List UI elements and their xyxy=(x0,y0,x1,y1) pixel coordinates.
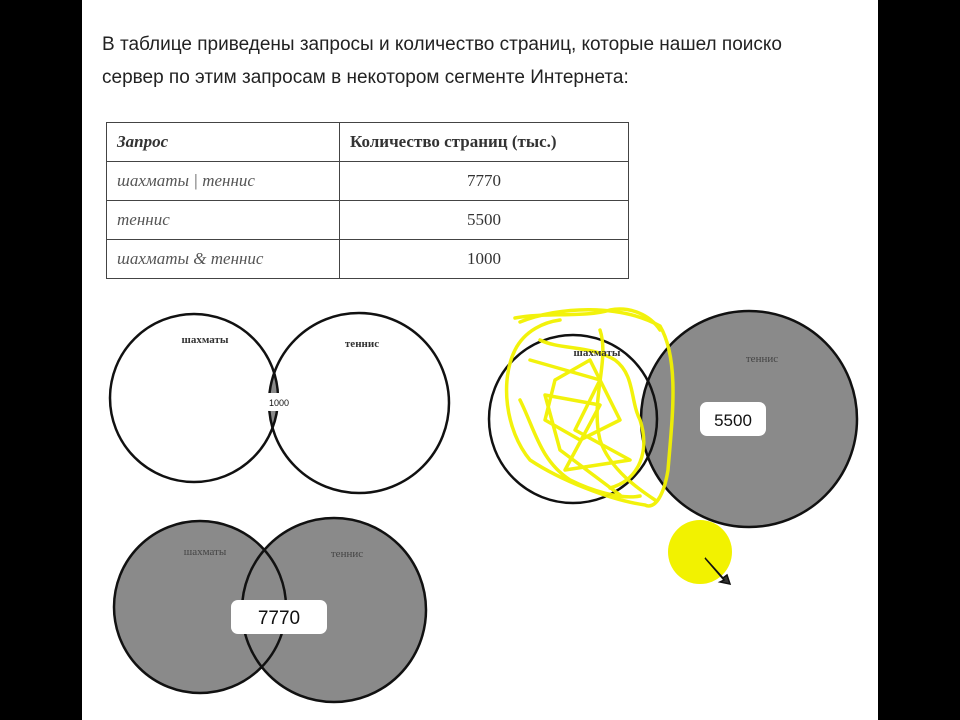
header-query: Запрос xyxy=(107,123,340,162)
row-query: шахматы & теннис xyxy=(107,240,340,279)
chess-label: шахматы xyxy=(183,546,227,558)
value-text: 1000 xyxy=(268,398,290,408)
chess-label: шахматы xyxy=(181,334,229,346)
tennis-label: теннис xyxy=(344,338,380,350)
row-count: 7770 xyxy=(340,162,629,201)
value-text: 5500 xyxy=(714,411,752,430)
row-query: теннис xyxy=(107,201,340,240)
row-query: шахматы | теннис xyxy=(107,162,340,201)
venn-tennis xyxy=(489,309,857,584)
intro-line-1: В таблице приведены запросы и количество страниц, которые нашел поиско xyxy=(102,34,782,55)
cursor-highlight xyxy=(668,520,732,584)
header-count: Количество страниц (тыс.) xyxy=(340,123,629,162)
venn-union xyxy=(114,518,426,702)
venn-intersection xyxy=(110,313,449,493)
row-count: 1000 xyxy=(340,240,629,279)
value-text: 7770 xyxy=(257,608,301,629)
tennis-label: теннис xyxy=(745,353,779,365)
row-count: 5500 xyxy=(340,201,629,240)
intro-line-2: сервер по этим запросам в некотором сегменте Интернета: xyxy=(102,67,629,88)
chess-label: шахматы xyxy=(573,347,621,359)
tennis-label: теннис xyxy=(330,548,364,560)
